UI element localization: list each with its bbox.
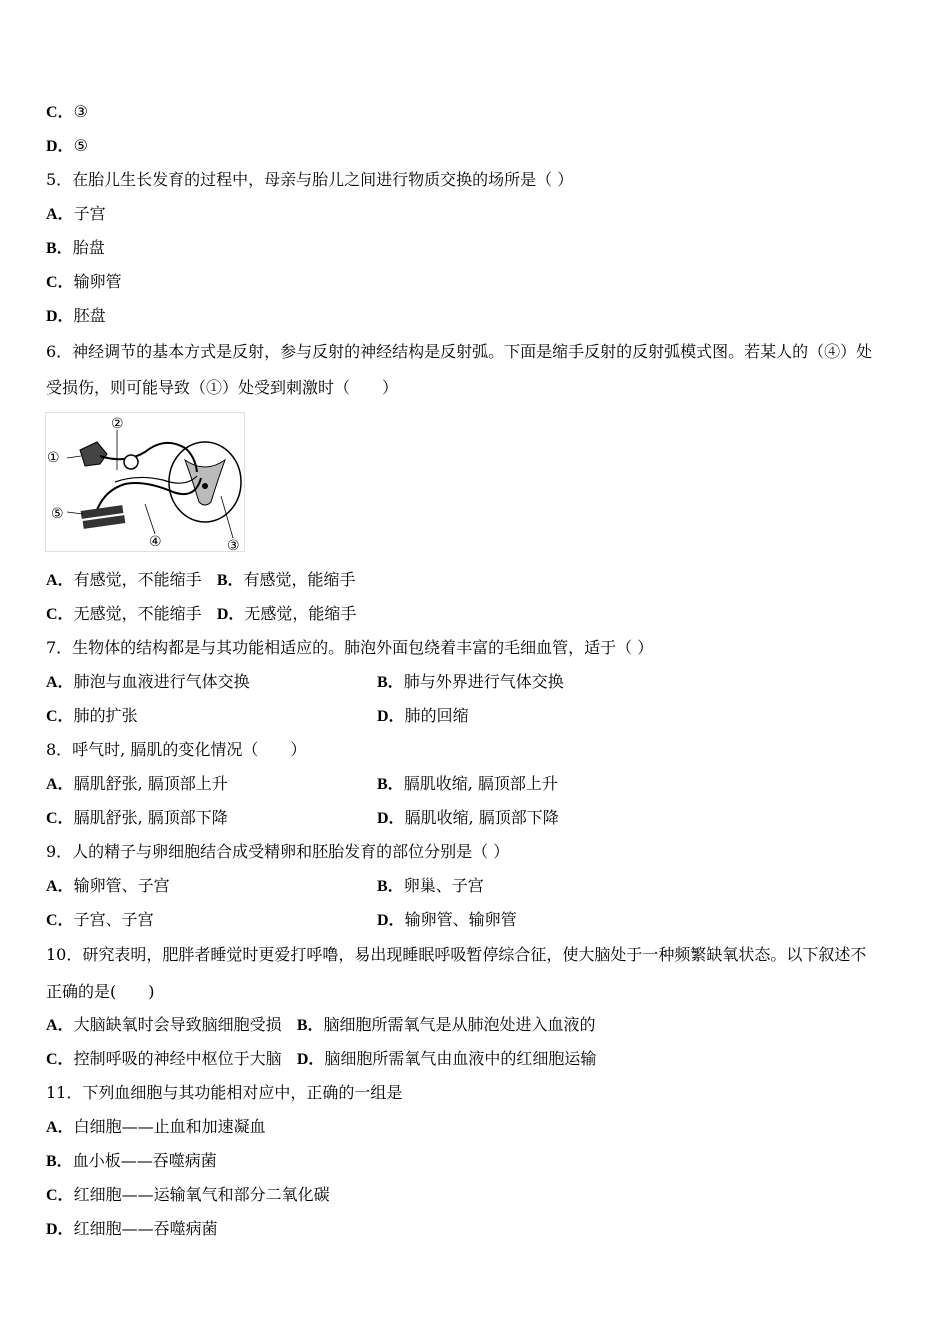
q9-option-c: C．子宫、子宫 — [46, 910, 154, 929]
label-receptor: ① — [47, 450, 60, 466]
q10-options-row2: C．控制呼吸的神经中枢位于大脑 D．脑细胞所需氧气由血液中的红细胞运输 — [46, 1049, 597, 1068]
q6-options-row1: A．有感觉，不能缩手 B．有感觉，能缩手 — [46, 570, 356, 589]
q7-option-a: A．肺泡与血液进行气体交换 — [46, 672, 250, 691]
q6-stem-line2: 受损伤，则可能导致（①）处受到刺激时（ ） — [46, 378, 399, 397]
q8-option-c: C．膈肌舒张, 膈顶部下降 — [46, 808, 228, 827]
q6-options-row2: C．无感觉，不能缩手 D．无感觉，能缩手 — [46, 604, 357, 623]
q11-option-a: A．白细胞——止血和加速凝血 — [46, 1117, 266, 1136]
q4-option-c: C．③ — [46, 102, 88, 121]
q9-option-a: A．输卵管、子宫 — [46, 876, 170, 895]
q5-option-b: B．胎盘 — [46, 238, 105, 257]
q9-option-b: B．卵巢、子宫 — [377, 876, 484, 895]
q5-option-a: A．子宫 — [46, 204, 106, 223]
q8-option-d: D．膈肌收缩, 膈顶部下降 — [377, 808, 559, 827]
q10-stem-line1: 10．研究表明，肥胖者睡觉时更爱打呼噜，易出现睡眠呼吸暂停综合征，使大脑处于一种频繁缺氧状态。以下叙述不 — [46, 945, 867, 964]
q11-stem: 11．下列血细胞与其功能相对应中，正确的一组是 — [46, 1083, 403, 1102]
q10-stem-line2: 正确的是( ) — [46, 982, 155, 1001]
q9-stem: 9．人的精子与卵细胞结合成受精卵和胚胎发育的部位分别是（ ） — [46, 842, 510, 861]
q5-option-c: C．输卵管 — [46, 272, 122, 291]
q7-option-c: C．肺的扩张 — [46, 706, 138, 725]
q8-option-a: A．膈肌舒张, 膈顶部上升 — [46, 774, 228, 793]
q8-option-b: B．膈肌收缩, 膈顶部上升 — [377, 774, 558, 793]
reflex-arc-diagram — [45, 412, 245, 552]
q9-option-d: D．输卵管、输卵管 — [377, 910, 517, 929]
q11-option-c: C．红细胞——运输氧气和部分二氧化碳 — [46, 1185, 330, 1204]
label-motor-neuron: ④ — [149, 534, 162, 550]
q7-option-b: B．肺与外界进行气体交换 — [377, 672, 564, 691]
q4-option-d: D．⑤ — [46, 136, 88, 155]
q11-option-d: D．红细胞——吞噬病菌 — [46, 1219, 218, 1238]
q8-stem: 8．呼气时, 膈肌的变化情况（ ） — [46, 740, 307, 759]
label-nerve-center: ③ — [227, 538, 240, 552]
q5-stem: 5．在胎儿生长发育的过程中，母亲与胎儿之间进行物质交换的场所是（ ） — [46, 170, 574, 189]
label-sensory-neuron: ② — [111, 416, 124, 432]
label-effector: ⑤ — [51, 506, 64, 522]
q6-stem-line1: 6．神经调节的基本方式是反射，参与反射的神经结构是反射弧。下面是缩手反射的反射弧模式图。若某人的（④）处 — [46, 342, 873, 361]
q10-options-row1: A．大脑缺氧时会导致脑细胞受损 B．脑细胞所需氧气是从肺泡处进入血液的 — [46, 1015, 596, 1034]
q7-option-d: D．肺的回缩 — [377, 706, 469, 725]
q11-option-b: B．血小板——吞噬病菌 — [46, 1151, 217, 1170]
q7-stem: 7．生物体的结构都是与其功能相适应的。肺泡外面包绕着丰富的毛细血管，适于（ ） — [46, 638, 654, 657]
q5-option-d: D．胚盘 — [46, 306, 106, 325]
